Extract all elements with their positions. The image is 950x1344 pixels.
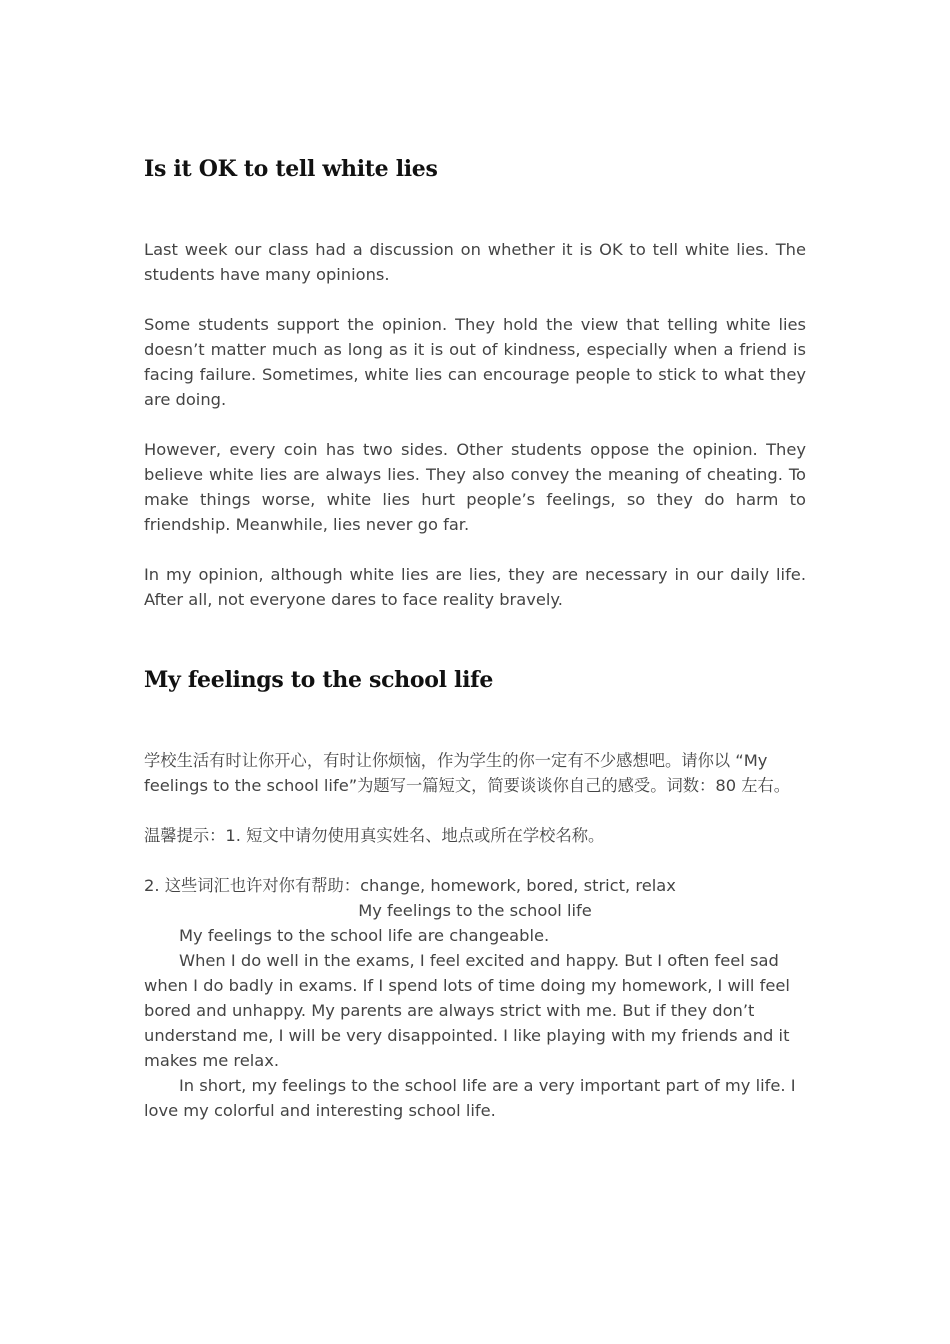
paragraph-intro: Last week our class had a discussion on whether it is OK to tell white lies. The students have many opinions. <box>144 240 806 284</box>
essay-school-life <box>144 748 806 1123</box>
paragraph-support: Some students support the opinion. They hold the view that telling white lies doesn’t matter much as long as it is out of kindness, especially when a friend is facing failure. Sometimes, white lies can encourage people to stick to what they are doing. <box>144 315 806 409</box>
essay-paragraph-3: In short, my feelings to the school life are a very important part of my life. I love my colorful and interesting school life. <box>144 1076 796 1120</box>
paragraph-opinion: In my opinion, although white lies are lies, they are necessary in our daily life. After all, not everyone dares to face reality bravely. <box>144 565 806 609</box>
section-title-white-lies: Is it OK to tell white lies <box>144 156 438 182</box>
writing-tip-2: 2. 这些词汇也许对你有帮助：change, homework, bored, strict, relax <box>144 876 676 895</box>
essay-paragraph-2: When I do well in the exams, I feel excited and happy. But I often feel sad when I do badly in exams. If I spend lots of time doing my homework, I will feel bored and unhappy. My parents are always strict with me. But if they don’t understand me, I will be very disappointed. I like playing with my friends and it makes me relax. <box>144 951 790 1070</box>
writing-prompt: 学校生活有时让你开心，有时让你烦恼，作为学生的你一定有不少感想吧。请你以 “My feelings to the school life”为题写一篇短文，简要谈谈你自己的感受。词数：80 左右。 <box>144 751 791 795</box>
paragraph-oppose: However, every coin has two sides. Other students oppose the opinion. They believe white lies are always lies. They also convey the meaning of cheating. To make things worse, white lies hurt people’s feelings, so they do harm to friendship. Meanwhile, lies never go far. <box>144 440 806 534</box>
writing-tip-1: 温馨提示：1. 短文中请勿使用真实姓名、地点或所在学校名称。 <box>144 826 605 845</box>
essay-title: My feelings to the school life <box>358 901 592 920</box>
essay-paragraph-1: My feelings to the school life are changeable. <box>179 926 550 945</box>
essay-white-lies <box>144 237 806 612</box>
section-title-school-life: My feelings to the school life <box>144 667 494 693</box>
